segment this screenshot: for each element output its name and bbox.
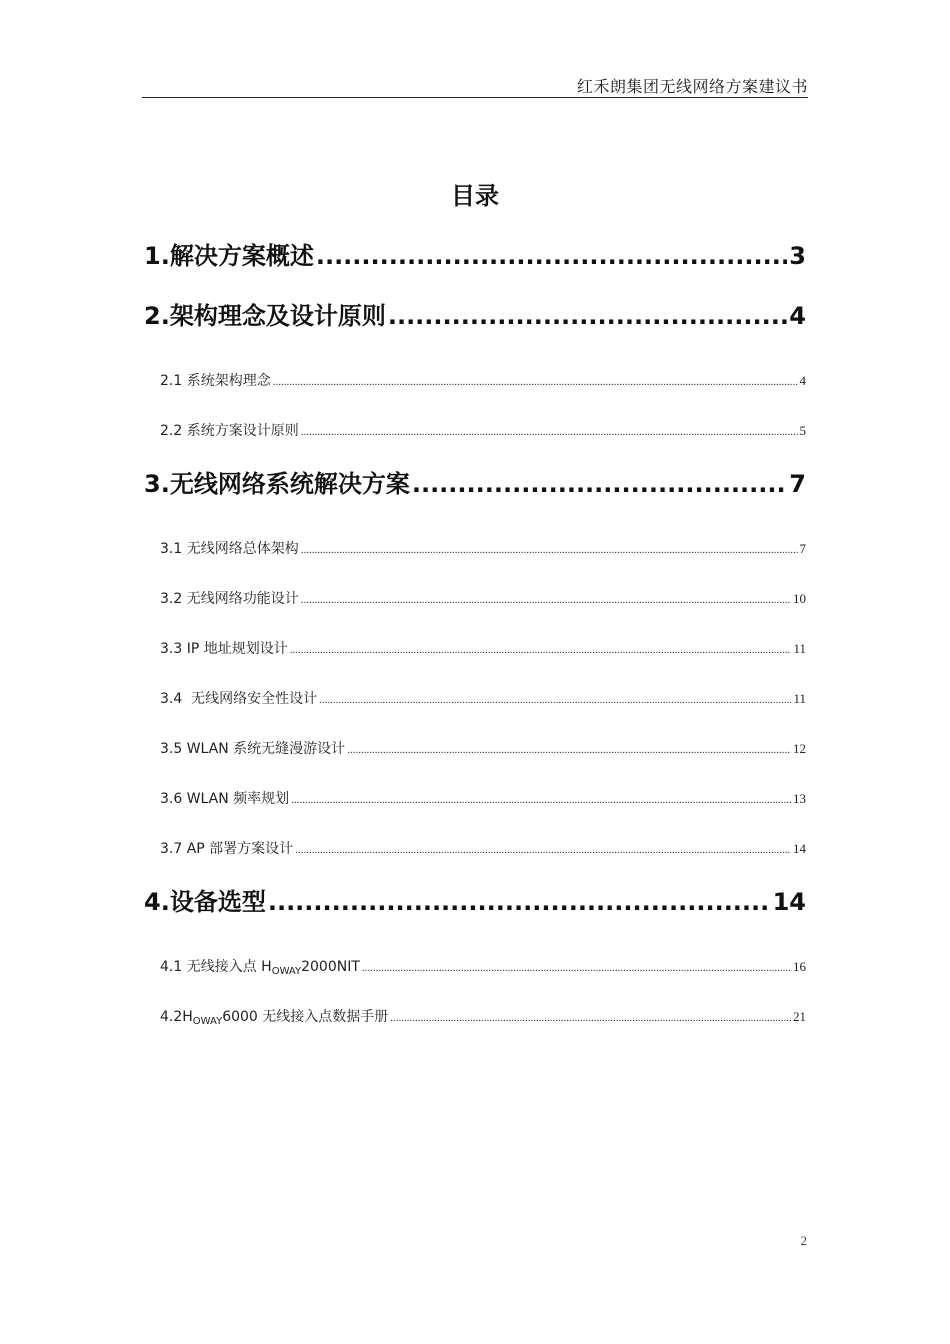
toc-entry-2-1[interactable] (160, 370, 806, 390)
toc-entry-label: 3.3 IP 地址规划设计 (160, 641, 288, 657)
toc-entry-3-1[interactable] (160, 538, 806, 558)
toc-entry-label: 3.无线网络系统解决方案 (144, 470, 410, 498)
toc-entry-label: 3.6 WLAN 频率规划 (160, 791, 290, 807)
toc-entry-page: 14 (793, 841, 806, 856)
toc-entry-page: 7 (799, 541, 806, 556)
label-text: 2000NIT (301, 959, 360, 975)
label-text: 4.1 无线接入点 H (160, 959, 272, 975)
toc-entry-3-3[interactable] (160, 638, 806, 658)
toc-entry-page: 11 (793, 641, 806, 656)
toc-entry-3-6[interactable] (160, 788, 806, 808)
dot-leader (316, 242, 787, 270)
toc-entry-4-2[interactable] (160, 1006, 806, 1027)
page-number: 2 (800, 1233, 807, 1248)
dot-leader (301, 426, 798, 438)
toc-entry-label: 3.1 无线网络总体架构 (160, 541, 299, 557)
toc-entry-label: 3.5 WLAN 系统无缝漫游设计 (160, 741, 346, 757)
label-text: 4.2H (160, 1009, 193, 1025)
toc-entry-3-2[interactable] (160, 588, 806, 608)
toc-entry-page: 13 (793, 791, 806, 806)
toc-entry-page: 4 (789, 302, 806, 330)
toc-entry-4-1[interactable] (160, 956, 806, 977)
toc-entry-page: 5 (799, 423, 806, 438)
toc-entry-label: 1.解决方案概述 (144, 242, 314, 270)
toc-entry-page: 12 (793, 741, 806, 756)
toc-entry-3[interactable] (144, 464, 806, 499)
toc-heading: 目录 (451, 182, 499, 210)
dot-leader (347, 744, 791, 756)
toc-entry-page: 7 (789, 470, 806, 498)
toc-entry-page: 21 (793, 1009, 806, 1024)
dot-leader (362, 962, 791, 974)
toc-entry-page: 16 (793, 959, 806, 974)
document-header-title: 红禾朗集团无线网络方案建议书 (576, 77, 808, 96)
dot-leader (301, 544, 798, 556)
toc-entry-label: 4.设备选型 (144, 888, 266, 916)
toc-entry-2[interactable] (144, 296, 806, 331)
toc-entry-page: 4 (799, 373, 806, 388)
label-subscript: OWAY (271, 966, 302, 977)
toc-entry-1[interactable] (144, 236, 806, 271)
toc-entry-page: 14 (772, 888, 806, 916)
toc-entry-page: 11 (793, 691, 806, 706)
dot-leader (273, 376, 798, 388)
dot-leader (291, 794, 791, 806)
toc-entry-label: 2.架构理念及设计原则 (144, 302, 386, 330)
toc-entry-label: 3.4 无线网络安全性设计 (160, 691, 318, 707)
toc-entry-label: 2.1 系统架构理念 (160, 373, 271, 389)
label-subscript: OWAY (192, 1016, 223, 1027)
toc-entry-3-5[interactable] (160, 738, 806, 758)
toc-entry-label (160, 1006, 388, 1027)
toc-entry-2-2[interactable] (160, 420, 806, 440)
dot-leader (390, 1012, 791, 1024)
dot-leader (388, 302, 787, 330)
toc-entry-label: 3.7 AP 部署方案设计 (160, 841, 294, 857)
toc-entry-3-4[interactable] (160, 688, 806, 708)
dot-leader (301, 594, 791, 606)
dot-leader (412, 470, 787, 498)
dot-leader (295, 844, 791, 856)
dot-leader (268, 888, 771, 916)
dot-leader (319, 694, 791, 706)
toc-entry-3-7[interactable] (160, 838, 806, 858)
toc-entry-label: 3.2 无线网络功能设计 (160, 591, 299, 607)
toc-entry-page: 10 (793, 591, 806, 606)
label-text: 6000 无线接入点数据手册 (222, 1009, 389, 1025)
toc-entry-page: 3 (789, 242, 806, 270)
toc-entry-label (160, 956, 360, 977)
toc-entry-4[interactable] (144, 882, 806, 917)
dot-leader (290, 644, 792, 656)
toc-entry-label: 2.2 系统方案设计原则 (160, 423, 299, 439)
